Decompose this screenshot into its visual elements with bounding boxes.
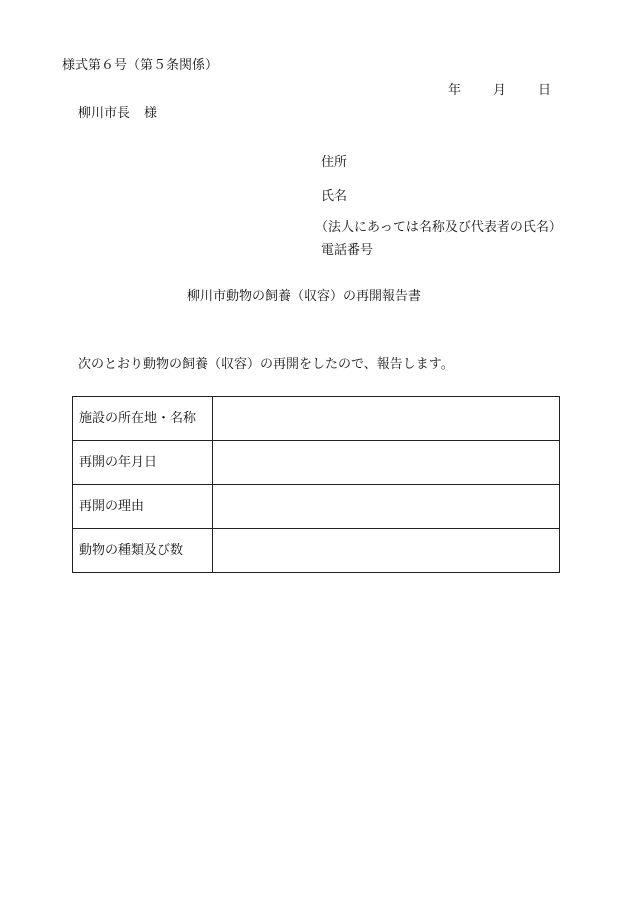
table-row <box>73 485 560 529</box>
applicant-name-label: 氏名 <box>321 189 348 204</box>
form-number: 様式第６号（第５条関係） <box>62 58 219 73</box>
date-line <box>448 84 551 97</box>
table-row <box>73 529 560 573</box>
applicant-name-note: （法人にあっては名称及び代表者の氏名） <box>315 220 562 235</box>
row-label-facility: 施設の所在地・名称 <box>73 397 213 441</box>
applicant-phone-label: 電話番号 <box>321 243 374 258</box>
date-month-label: 月 <box>493 83 507 98</box>
document-body: 次のとおり動物の飼養（収容）の再開をしたので、報告します。 <box>78 357 454 372</box>
date-day-label: 日 <box>538 83 552 98</box>
row-label-resume-date: 再開の年月日 <box>73 441 213 485</box>
row-label-animal-types: 動物の種類及び数 <box>73 529 213 573</box>
report-table <box>72 396 560 573</box>
table-row <box>73 441 560 485</box>
row-value-resume-reason[interactable] <box>213 485 560 529</box>
row-value-resume-date[interactable] <box>213 441 560 485</box>
applicant-address-label: 住所 <box>321 155 348 170</box>
table-row <box>73 397 560 441</box>
addressee <box>78 107 157 120</box>
date-year-label: 年 <box>448 83 462 98</box>
row-value-animal-types[interactable] <box>213 529 560 573</box>
row-label-resume-reason: 再開の理由 <box>73 485 213 529</box>
addressee-name: 柳川市長 <box>78 106 131 121</box>
row-value-facility[interactable] <box>213 397 560 441</box>
document-title: 柳川市動物の飼養（収容）の再開報告書 <box>187 289 422 304</box>
addressee-honorific: 様 <box>144 106 158 121</box>
